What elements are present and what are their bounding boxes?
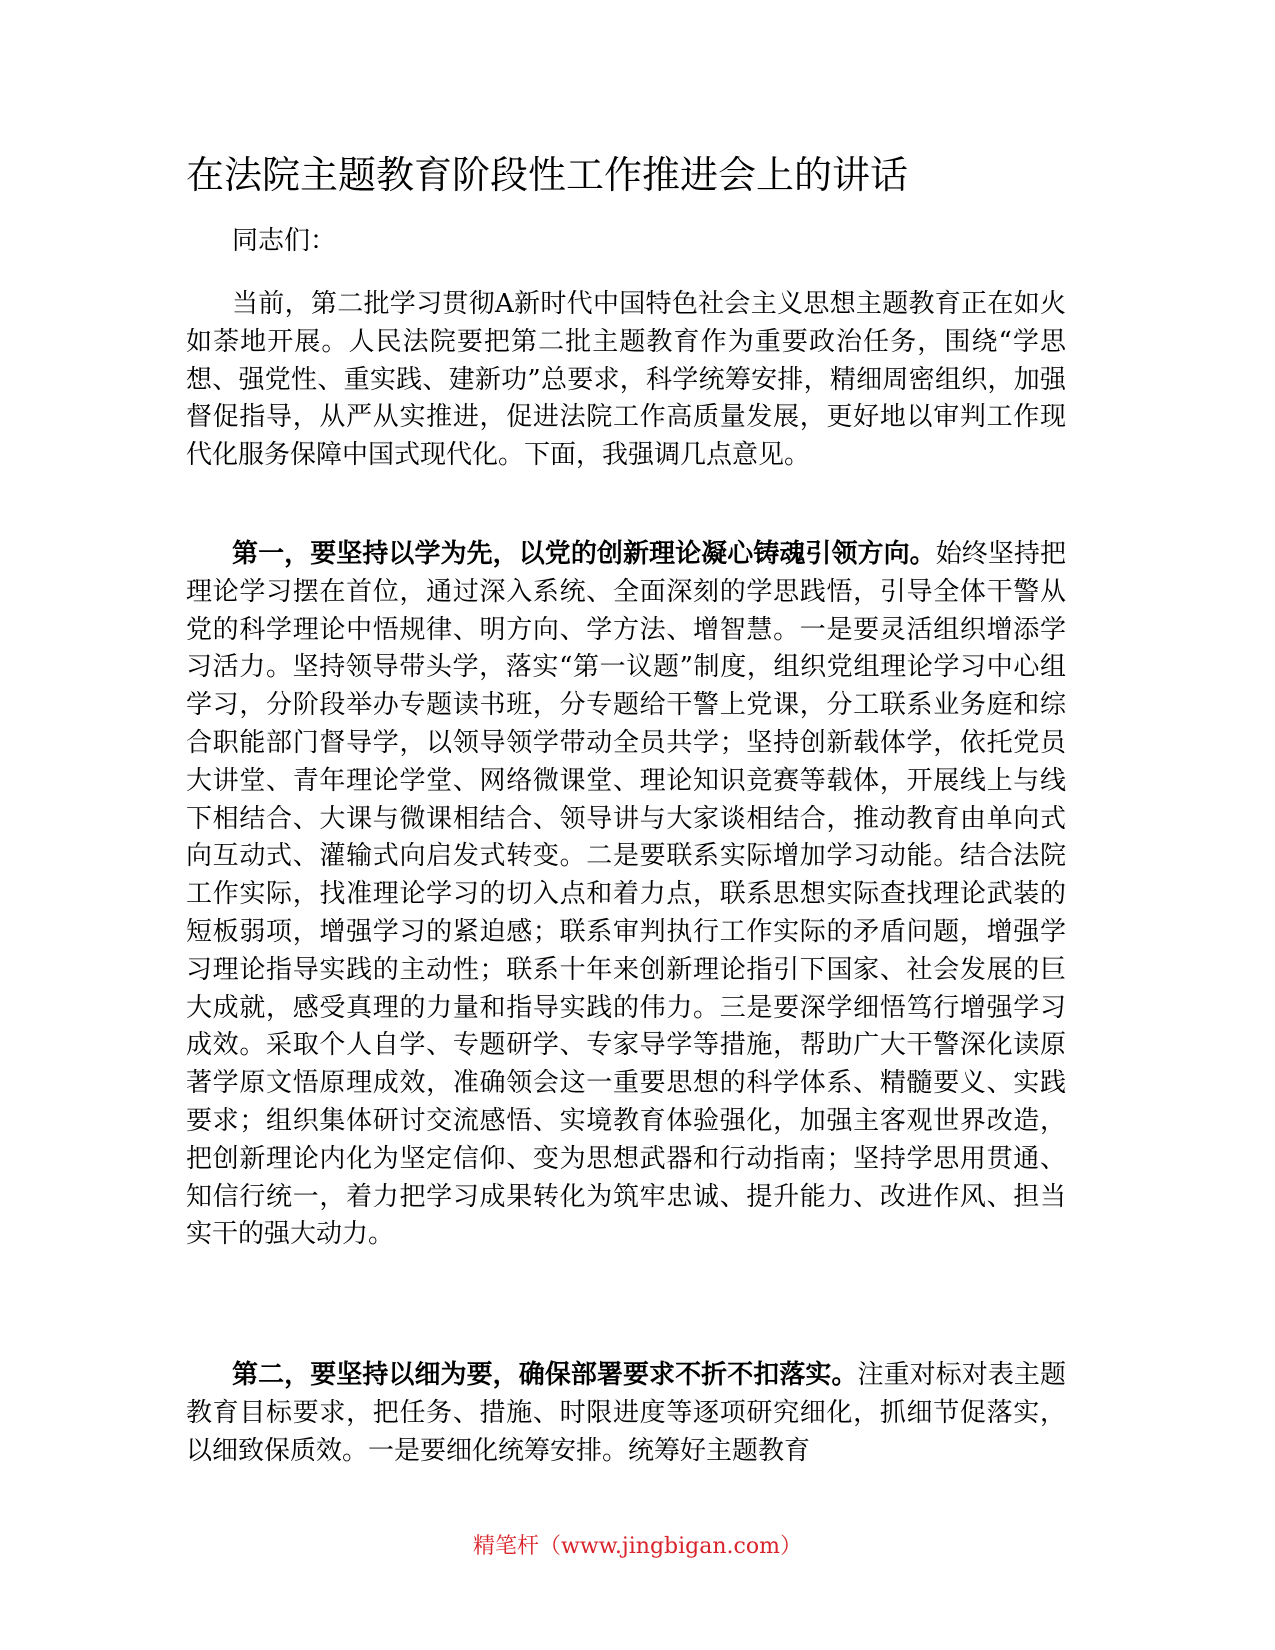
paragraph-first-point-body: 始终坚持把理论学习摆在首位，通过深入系统、全面深刻的学思践悟，引导全体干警从党的科学理论中悟规律、明方向、学方法、增智慧。一是要灵活组织增添学习活力。坚持领导带头学，落实“第一议题”制度，组织党组理论学习中心组学习，分阶段举办专题读书班，分专题给干警上党课，分工联系业务庭和综合职能部门督导学，以领导领学带动全员共学；坚持创新载体学，依托党员大讲堂、青年理论学堂、网络微课堂、理论知识竞赛等载体，开展线上与线下相结合、大课与微课相结合、领导讲与大家谈相结合，推动教育由单向式向互动式、灌输式向启发式转变。二是要联系实际增加学习动能。结合法院工作实际，找准理论学习的切入点和着力点，联系思想实际查找理论武装的短板弱项，增强学习的紧迫感；联系审判执行工作实际的矛盾问题，增强学习理论指导实践的主动性；联系十年来创新理论指引下国家、社会发展的巨大成就，感受真理的力量和指导实践的伟力。三是要深学细悟笃行增强学习成效。采取个人自学、专题研学、专家导学等措施，帮助广大干警深化读原著学原文悟原理成效，准确领会这一重要思想的科学体系、精髓要义、实践要求；组织集体研讨交流感悟、实境教育体验强化，加强主客观世界改造，把创新理论内化为坚定信仰、变为思想武器和行动指南；坚持学思用贯通、知信行统一，着力把学习成果转化为筑牢忠诚、提升能力、改进作风、担当实干的强大动力。 bbox=[186, 539, 1066, 1250]
paragraph-first-point-lead: 第一，要坚持以学为先，以党的创新理论凝心铸魂引领方向。 bbox=[232, 539, 936, 569]
salutation: 同志们： bbox=[232, 226, 337, 256]
page-title: 在法院主题教育阶段性工作推进会上的讲话 bbox=[186, 153, 909, 197]
paragraph-intro: 当前，第二批学习贯彻A新时代中国特色社会主义思想主题教育正在如火如荼地开展。人民法院要把第二批主题教育作为重要政治任务，围绕“学思想、强党性、重实践、建新功”总要求，科学统筹安排，精细周密组织，加强督促指导，从严从实推进，促进法院工作高质量发展，更好地以审判工作现代化服务保障中国式现代化。下面，我强调几点意见。 bbox=[186, 289, 1066, 471]
paragraph-second-point bbox=[186, 1357, 1066, 1470]
paragraph-second-point-body: 注重对标对表主题教育目标要求，把任务、措施、时限进度等逐项研究细化，抓细节促落实，以细致保质效。一是要细化统筹安排。统筹好主题教育 bbox=[186, 1360, 1066, 1466]
paragraph-first-point bbox=[186, 536, 1066, 1254]
footer-watermark: 精笔杆（www.jingbigan.com） bbox=[473, 1534, 802, 1559]
paragraph-second-point-lead: 第二，要坚持以细为要，确保部署要求不折不扣落实。 bbox=[232, 1360, 858, 1390]
